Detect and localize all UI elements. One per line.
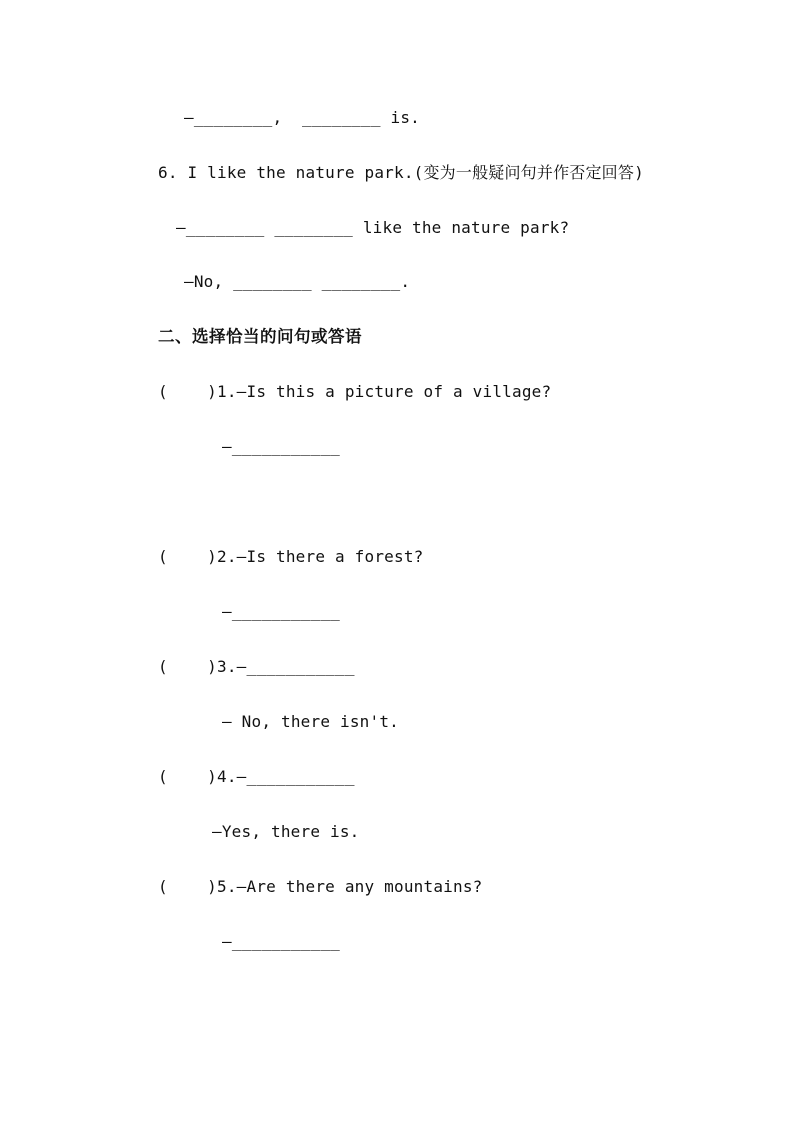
q5-answer-line: —________, ________ is. — [184, 108, 420, 127]
item-2-question: ( )2.—Is there a forest? — [158, 547, 424, 566]
item-1-question: ( )1.—Is this a picture of a village? — [158, 382, 552, 401]
item-3-question: ( )3.—___________ — [158, 657, 355, 676]
q6-prompt: 6. I like the nature park.(变为一般疑问句并作否定回答) — [158, 163, 644, 182]
section-2-heading: 二、选择恰当的问句或答语 — [158, 327, 362, 346]
item-4-answer: —Yes, there is. — [212, 822, 360, 841]
item-5-question: ( )5.—Are there any mountains? — [158, 877, 483, 896]
item-3-answer: — No, there isn't. — [222, 712, 399, 731]
q6-question-line: —________ ________ like the nature park? — [176, 218, 570, 237]
item-2-answer: —___________ — [222, 602, 340, 621]
item-1-answer: —___________ — [222, 437, 340, 456]
q6-answer-line: —No, ________ ________. — [184, 272, 411, 291]
item-5-answer: —___________ — [222, 932, 340, 951]
item-4-question: ( )4.—___________ — [158, 767, 355, 786]
